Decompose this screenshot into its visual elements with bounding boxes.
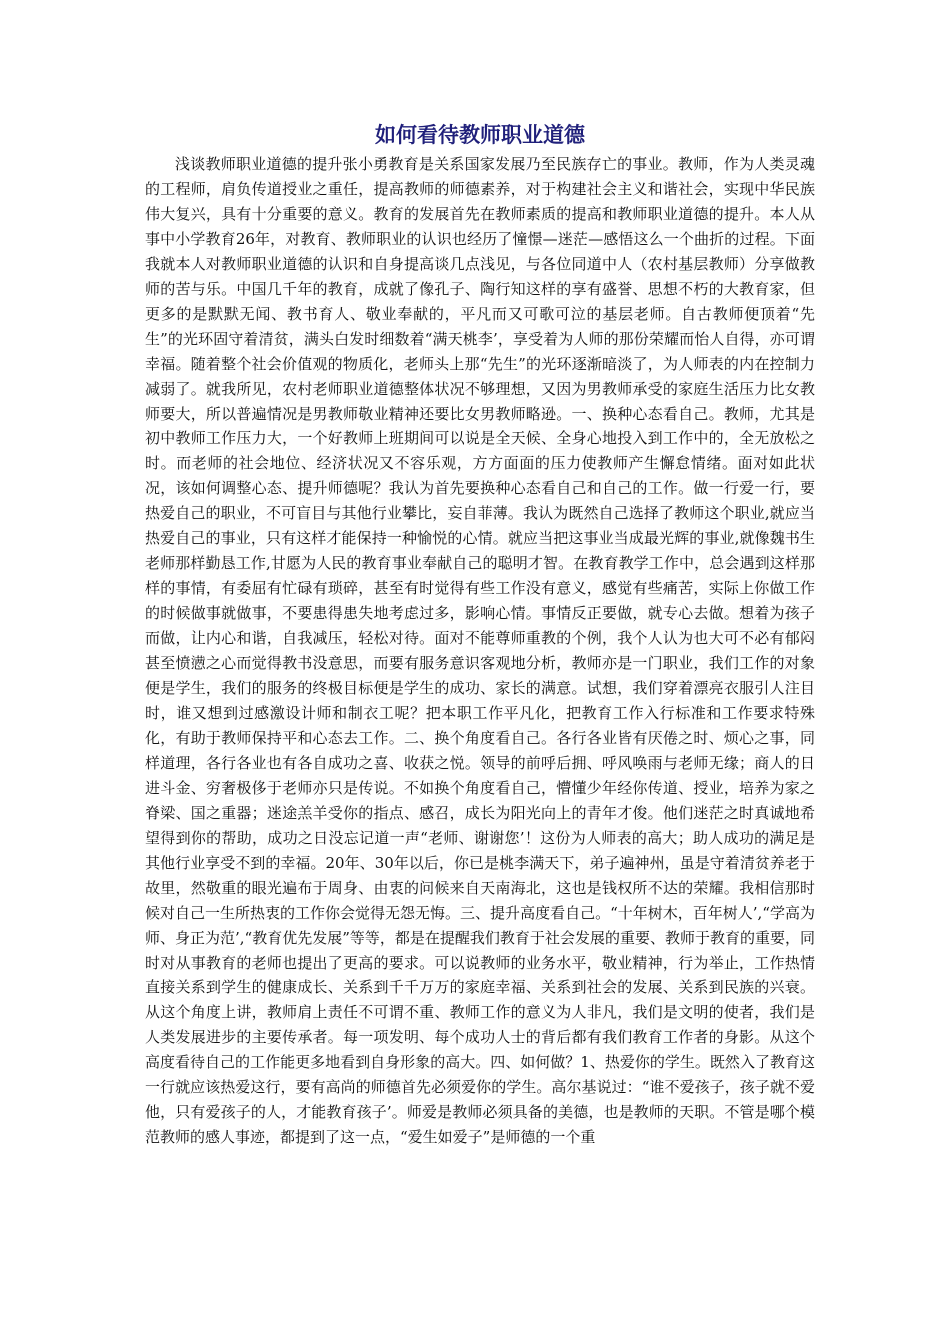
document-body: 浅谈教师职业道德的提升张小勇教育是关系国家发展乃至民族存亡的事业。教师，作为人类灵魂的工程师，肩负传道授业之重任，提高教师的师德素养，对于构建社会主义和谐社会，实现中华民族伟大复兴，具有十分重要的意义。教育的发展首先在教师素质的提高和教师职业道德的提升。本人从事中小学教育26年，对教育、教师职业的认识也经历了憧憬—迷茫—感悟这么一个曲折的过程。下面我就本人对教师职业道德的认识和自身提高谈几点浅见，与各位同道中人（农村基层教师）分享做教师的苦与乐。中国几千年的教育，成就了像孔子、陶行知这样的享有盛誉、思想不朽的大教育家，但更多的是默默无闻、教书育人、敬业奉献的，平凡而又可歌可泣的基层老师。自古教师便顶着“先生”的光环固守着清贫，满头白发时细数着“满天桃李’，享受着为人师的那份荣耀而怡人自得，亦可谓幸福。随着整个社会价值观的物质化，老师头上那“先生”的光环逐渐暗淡了，为人师表的内在控制力减弱了。就我所见，农村老师职业道德整体状况不够理想，又因为男教师承受的家庭生活压力比女教师要大，所以普遍情况是男教师敬业精神还要比女男教师略逊。一、换种心态看自己。教师，尤其是初中教师工作压力大，一个好教师上班期间可以说是全天候、全身心地投入到工作中的，全无放松之时。而老师的社会地位、经济状况又不容乐观，方方面面的压力使教师产生懈怠情绪。面对如此状况，该如何调整心态、提升师德呢？我认为首先要换种心态看自己和自己的工作。做一行爱一行，要热爱自己的职业，不可盲目与其他行业攀比，妄自菲薄。我认为既然自己选择了教师这个职业,就应当热爱自己的事业，只有这样才能保持一种愉悦的心情。就应当把这事业当成最光辉的事业,就像魏书生老师那样勤恳工作,甘愿为人民的教育事业奉献自己的聪明才智。在教育教学工作中，总会遇到这样那样的事情，有委屈有忙碌有琐碎，甚至有时觉得有些工作没有意义，感觉有些痛苦，实际上你做工作的时候做事就做事，不要患得患失地考虑过多，影响心情。事情反正要做，就专心去做。想着为孩子而做，让内心和谐，自我减压，轻松对待。面对不能尊师重教的个例，我个人认为也大可不必有郁闷甚至愤懑之心而觉得教书没意思，而要有服务意识客观地分析，教师亦是一门职业，我们工作的对象便是学生，我们的服务的终极目标便是学生的成功、家长的满意。试想，我们穿着漂亮衣服引人注目时，谁又想到过感激设计师和制衣工呢？把本职工作平凡化，把教育工作入行标准和工作要求特殊化，有助于教师保持平和心态去工作。二、换个角度看自己。各行各业皆有厌倦之时、烦心之事，同样道理，各行各业也有各自成功之喜、收获之悦。领导的前呼后拥、呼风唤雨与老师无缘；商人的日进斗金、穷奢极侈于老师亦只是传说。不如换个角度看自己，懵懂少年经你传道、授业，培养为家之脊梁、国之重器；迷途羔羊受你的指点、感召，成长为阳光向上的青年才俊。他们迷茫之时真诚地希望得到你的帮助，成功之日没忘记道一声“老师、谢谢您’！这份为人师表的高大；助人成功的满足是其他行业享受不到的幸福。20年、30年以后，你已是桃李满天下，弟子遍神州，虽是守着清贫养老于故里，然敬重的眼光遍布于周身、由衷的问候来自天南海北，这也是钱权所不达的荣耀。我相信那时候对自己一生所热衷的工作你会觉得无怨无悔。三、提升高度看自己。“十年树木，百年树人’,“学高为师、身正为范’,“教育优先发展”等等，都是在提醒我们教育于社会发展的重要、教师于教育的重要，同时对从事教育的老师也提出了更高的要求。可以说教师的业务水平，敬业精神，行为举止，工作热情直接关系到学生的健康成长、关系到千千万万的家庭幸福、关系到社会的发展、关系到民族的兴衰。从这个角度上讲，教师肩上责任不可谓不重、教师工作的意义为人非凡，我们是文明的使者，我们是人类发展进步的主要传承者。每一项发明、每个成功人士的背后都有我们教育工作者的身影。从这个高度看待自己的工作能更多地看到自身形象的高大。四、如何做？1、热爱你的学生。既然入了教育这一行就应该热爱这行，要有高尚的师德首先必须爱你的学生。高尔基说过：“谁不爱孩子，孩子就不爱他，只有爱孩子的人，才能教育孩子’。师爱是教师必须具备的美德，也是教师的天职。不管是哪个模范教师的感人事迹，都提到了这一点，“爱生如爱子”是师德的一个重 [145,155,815,1147]
document-title: 如何看待教师职业道德 [375,122,585,147]
document-page [145,118,815,1150]
